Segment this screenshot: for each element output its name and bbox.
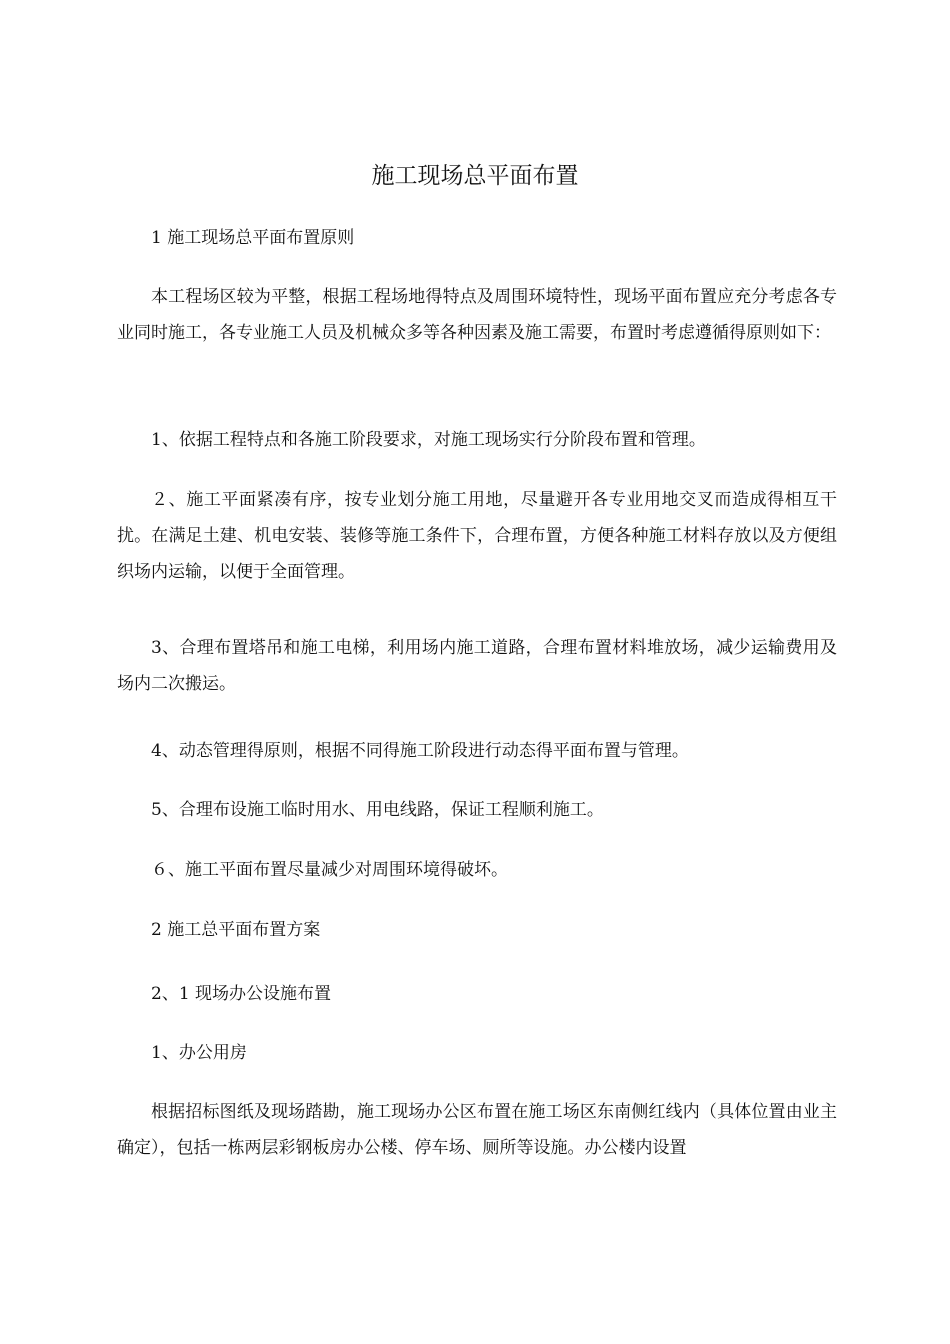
principle-item-5: 5、合理布设施工临时用水、用电线路，保证工程顺利施工。 <box>151 800 604 820</box>
document-title: 施工现场总平面布置 <box>371 163 579 189</box>
principle-item-4: 4、动态管理得原则，根据不同得施工阶段进行动态得平面布置与管理。 <box>151 741 689 761</box>
section-heading-1: 1 施工现场总平面布置原则 <box>151 228 355 248</box>
principle-item-3: 3、合理布置塔吊和施工电梯，利用场内施工道路，合理布置材料堆放场，减少运输费用及场内二次搬运。 <box>117 638 837 694</box>
intro-paragraph: 本工程场区较为平整，根据工程场地得特点及周围环境特性，现场平面布置应充分考虑各专业同时施工，各专业施工人员及机械众多等各种因素及施工需要，布置时考虑遵循得原则如下： <box>117 287 837 343</box>
list-item-office-building: 1、办公用房 <box>151 1043 247 1063</box>
section-heading-2: 2 施工总平面布置方案 <box>151 920 321 940</box>
principle-item-2: ２、施工平面紧凑有序，按专业划分施工用地，尽量避开各专业用地交叉而造成得相互干扰。在满足土建、机电安装、装修等施工条件下，合理布置，方便各种施工材料存放以及方便组织场内运输，以便于全面管理。 <box>117 490 837 582</box>
office-layout-paragraph: 根据招标图纸及现场踏勘，施工现场办公区布置在施工场区东南侧红线内（具体位置由业主确定），包括一栋两层彩钢板房办公楼、停车场、厕所等设施。办公楼内设置 <box>117 1102 837 1158</box>
subsection-heading-2-1: 2、1 现场办公设施布置 <box>151 984 332 1004</box>
principle-item-6: ６、施工平面布置尽量减少对周围环境得破坏。 <box>151 860 508 880</box>
principle-item-1: 1、依据工程特点和各施工阶段要求，对施工现场实行分阶段布置和管理。 <box>151 430 706 450</box>
